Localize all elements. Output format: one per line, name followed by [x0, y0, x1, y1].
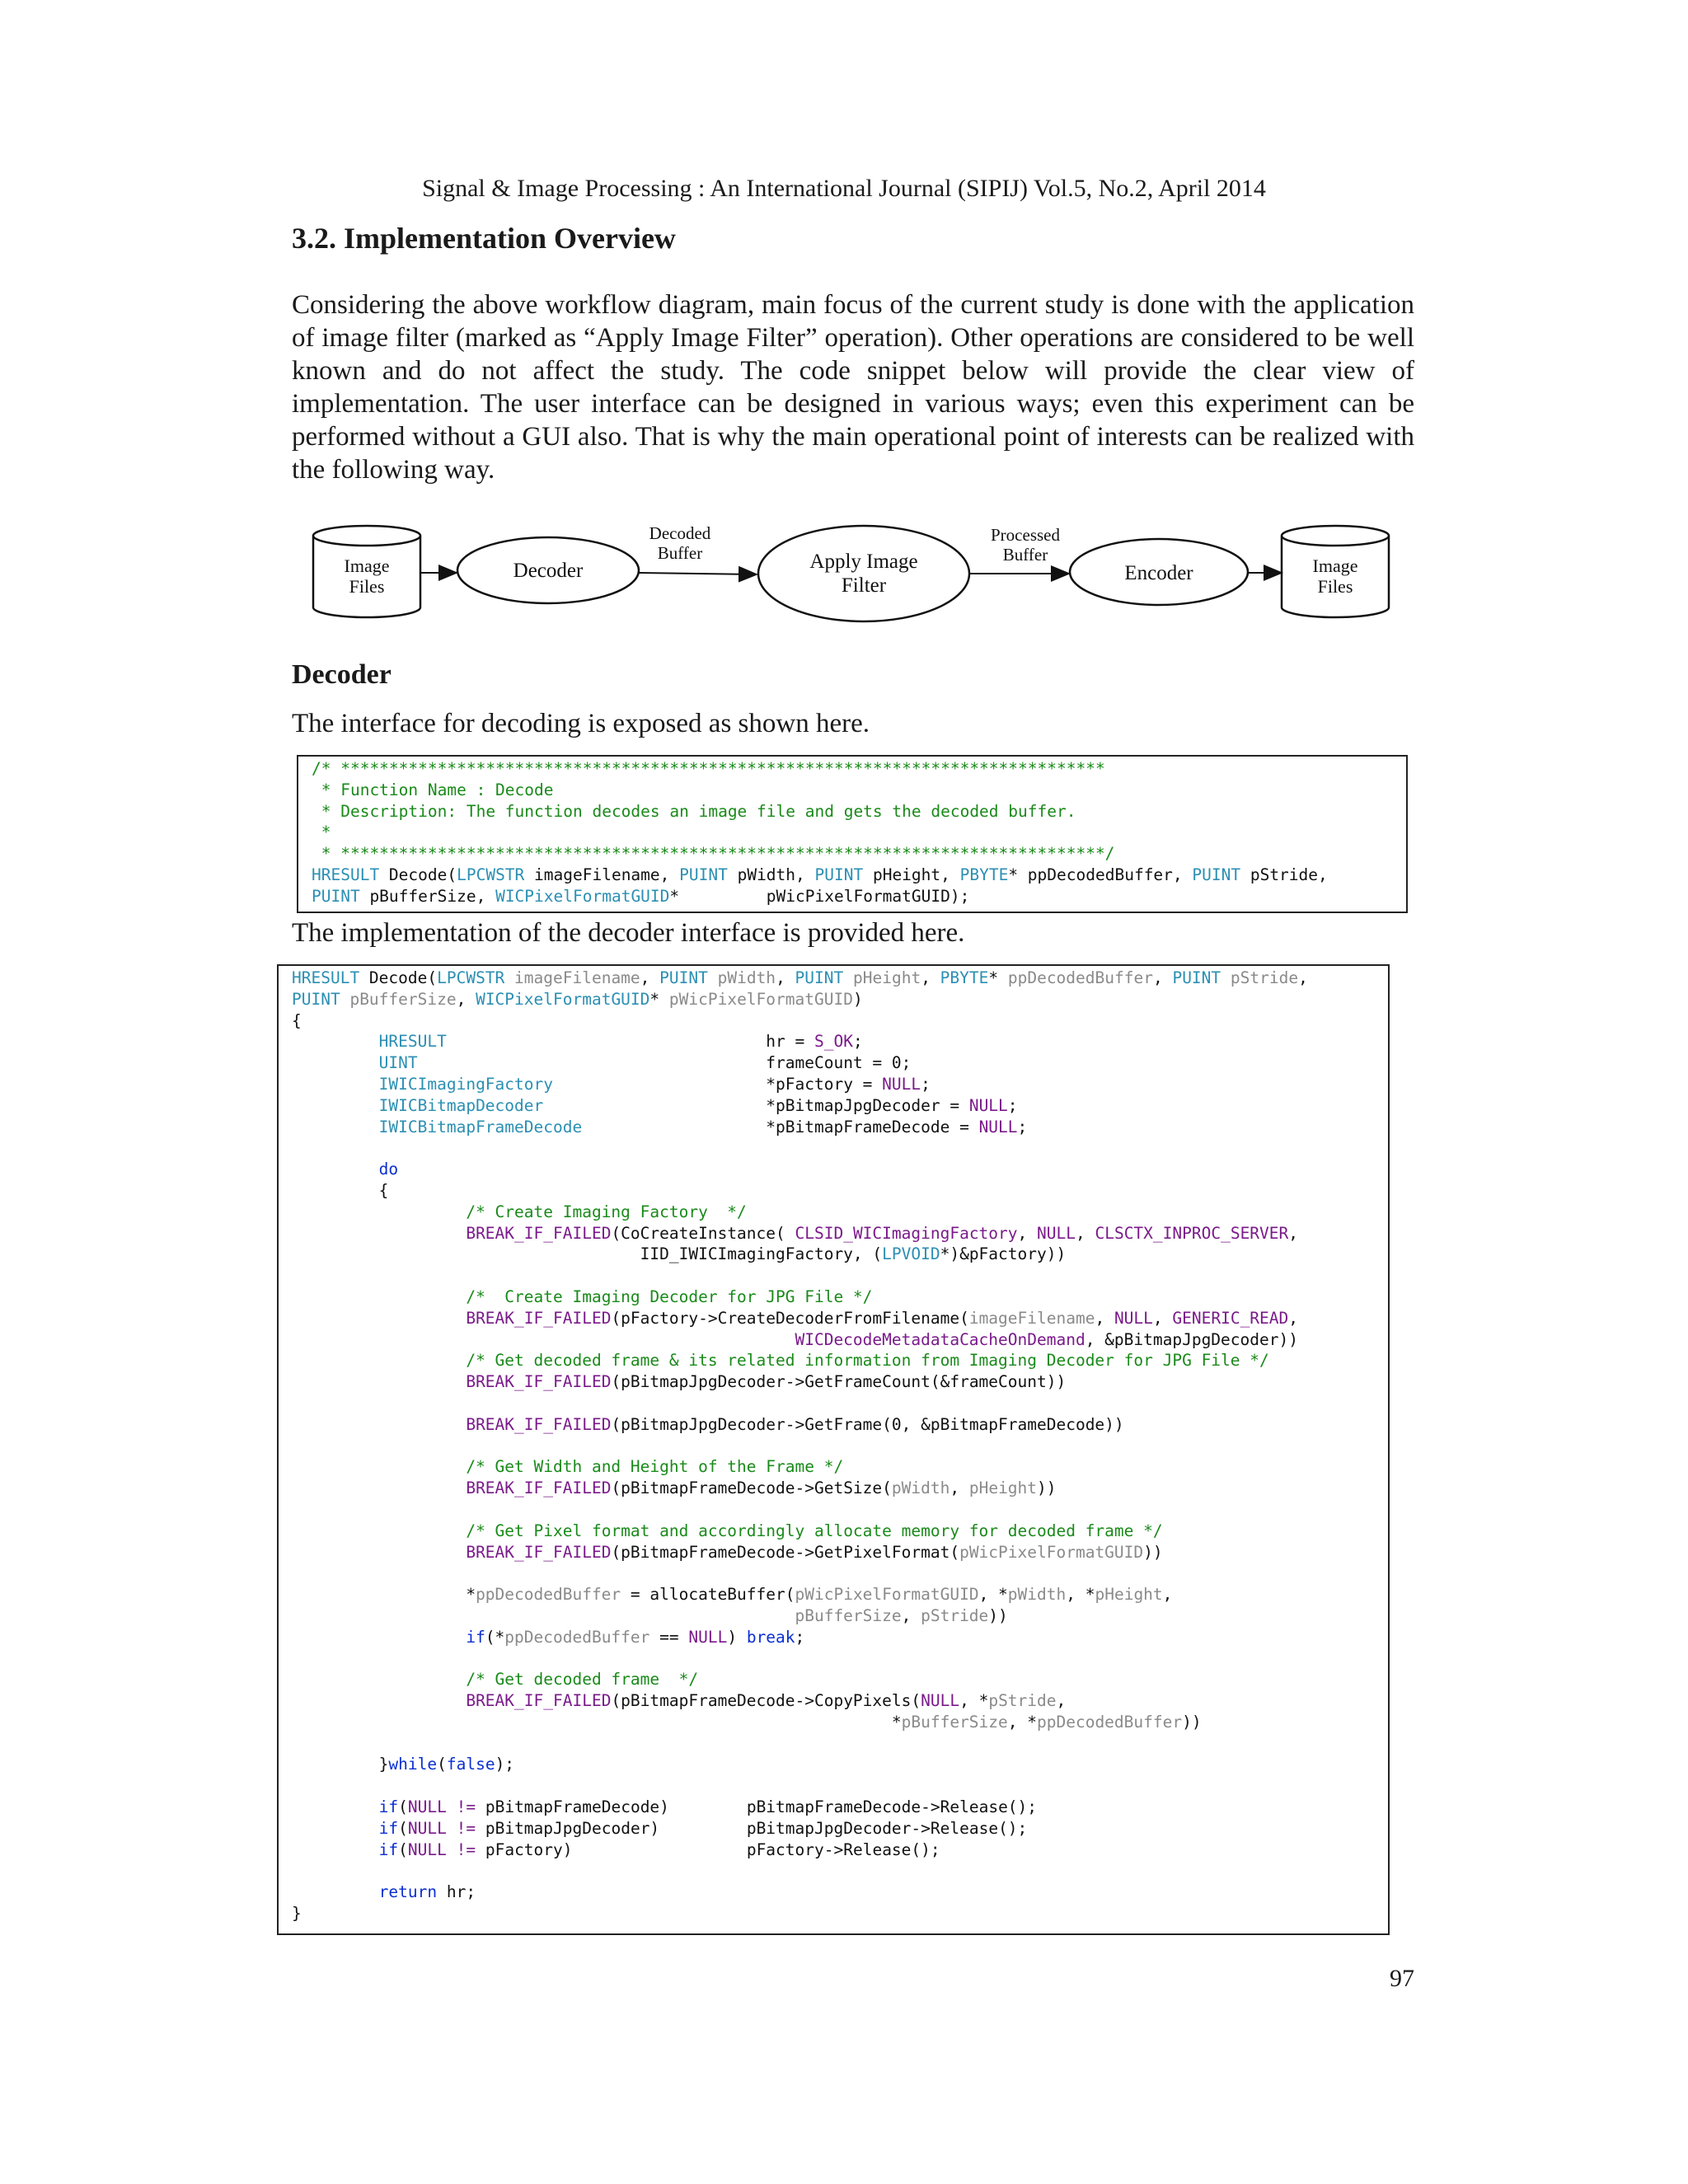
code-token: HRESULT [378, 1032, 447, 1052]
code-line [292, 1542, 1388, 1563]
code-token: ( [398, 1797, 408, 1817]
code-line [292, 989, 1388, 1010]
code-token: IWICBitmapFrameDecode [378, 1117, 583, 1137]
code-token: BREAK_IF_FAILED [466, 1414, 612, 1434]
code-token: pWicPixelFormatGUID [959, 1542, 1144, 1562]
code-token: NULL [407, 1797, 447, 1817]
code-token: imageFilename, [524, 865, 680, 884]
code-token: pFactory) pFactory->Release(); [476, 1840, 940, 1859]
code-token: ( [398, 1818, 408, 1838]
code-line [292, 1371, 1388, 1393]
code-token: NULL [688, 1627, 728, 1647]
code-token [292, 1670, 466, 1689]
code-token: UINT [378, 1053, 418, 1073]
code-token: , &pBitmapJpgDecoder)) [1085, 1329, 1298, 1349]
code-line [292, 1180, 1388, 1202]
code-token: if [378, 1797, 399, 1817]
code-token: , [456, 989, 476, 1009]
code-line [292, 1074, 1388, 1095]
code-token: (pBitmapFrameDecode->GetSize( [611, 1479, 892, 1498]
code-token: *pFactory = [553, 1074, 883, 1094]
output-store-label-line1: Image [1312, 555, 1358, 576]
code-token: PBYTE [959, 865, 1009, 884]
code-token: ppDecodedBuffer [476, 1585, 621, 1605]
code-token: NULL [1114, 1308, 1153, 1328]
code-token: * [292, 1585, 476, 1605]
code-token: pWidth [1007, 1585, 1067, 1605]
code-token: WICDecodeMetadataCacheOnDemand [795, 1329, 1085, 1349]
code-token: * Function Name : Decode [312, 780, 554, 799]
code-token [292, 1691, 466, 1710]
code-token: WICPixelFormatGUID [495, 886, 670, 906]
code-token [292, 1202, 466, 1221]
running-header: Signal & Image Processing : An International Journal (SIPIJ) Vol.5, No.2, April 2014 [422, 175, 1266, 202]
code-line [312, 758, 1406, 780]
code-token: /* Get Pixel format and accordingly allocate memory for decoded frame */ [466, 1521, 1163, 1540]
code-token: , * [1066, 1585, 1095, 1605]
code-token [843, 968, 853, 987]
code-token: LPVOID [882, 1244, 940, 1264]
decoder-node [457, 537, 639, 603]
code-token [292, 1606, 795, 1625]
code-token [292, 1118, 379, 1137]
code-line [292, 1159, 1388, 1180]
decoded-buffer-label-line1: Decoded [649, 523, 711, 543]
code-token: , [1017, 1223, 1038, 1243]
code-line [292, 1052, 1388, 1074]
code-token: /* Get decoded frame */ [466, 1670, 699, 1690]
code-token: pWidth [717, 968, 776, 987]
code-line [292, 1860, 1388, 1882]
code-token: , [901, 1605, 921, 1625]
code-token: ppDecodedBuffer [1037, 1712, 1183, 1732]
code-line [292, 1414, 1388, 1436]
implementation-code-box [277, 964, 1390, 1935]
code-token: /* Get decoded frame & its related information from Imaging Decoder for JPG File */ [466, 1351, 1269, 1371]
code-line [292, 1393, 1388, 1414]
code-token [447, 1819, 457, 1838]
code-token: ) [852, 989, 863, 1009]
code-line [292, 1031, 1388, 1052]
code-token: , [776, 968, 795, 987]
code-token: frameCount = 0; [417, 1053, 912, 1073]
code-token: , [1075, 1223, 1095, 1243]
code-token: *pBitmapJpgDecoder = [543, 1095, 969, 1115]
code-token: break [746, 1627, 795, 1647]
code-token [340, 990, 350, 1009]
code-token: ( [398, 1840, 408, 1859]
code-token: )) [1182, 1712, 1202, 1732]
code-token: BREAK_IF_FAILED [466, 1372, 612, 1392]
decoder-node-label: Decoder [513, 560, 584, 582]
code-token: )) [1143, 1542, 1163, 1562]
code-token: pBufferSize, [359, 886, 496, 906]
code-token: /* Create Imaging Factory */ [466, 1202, 747, 1221]
code-token: * pWicPixelFormatGUID); [669, 886, 970, 906]
code-token: PUINT [292, 989, 340, 1009]
code-token: , [1152, 968, 1173, 987]
code-token: { [292, 1010, 302, 1030]
implementation-intro-text: The implementation of the decoder interface is provided here. [292, 918, 965, 948]
code-token: != [456, 1797, 476, 1817]
code-line [292, 1329, 1388, 1351]
code-token: LPCWSTR [457, 865, 525, 884]
workflow-diagram [305, 521, 1401, 628]
output-store-label-line2: Files [1317, 576, 1353, 597]
code-line [292, 1265, 1388, 1286]
code-token: pHeight [1095, 1585, 1163, 1605]
code-line [292, 1286, 1388, 1308]
code-token: pStride, [1240, 865, 1328, 884]
code-token: if [466, 1627, 485, 1647]
code-line [292, 1775, 1388, 1797]
code-token [292, 1628, 466, 1647]
input-image-files-store [313, 526, 420, 617]
code-token: NULL [978, 1117, 1018, 1137]
code-token: (* [485, 1627, 505, 1647]
code-token [292, 1224, 466, 1243]
code-token: ; [1007, 1095, 1018, 1115]
code-token: ; [795, 1627, 805, 1647]
code-token: (pBitmapFrameDecode->CopyPixels( [611, 1691, 921, 1711]
code-token: , [640, 968, 660, 987]
code-line [292, 1648, 1388, 1670]
code-line [292, 1797, 1388, 1818]
code-token: S_OK [814, 1032, 853, 1052]
code-token [292, 1479, 466, 1497]
code-line [292, 1202, 1388, 1223]
interface-code-block [312, 758, 1406, 907]
code-token: BREAK_IF_FAILED [466, 1542, 612, 1562]
code-token: } [292, 1755, 389, 1774]
code-token: , [1095, 1308, 1114, 1328]
code-token: ppDecodedBuffer [1007, 968, 1153, 987]
code-token: CLSID_WICImagingFactory [795, 1223, 1018, 1243]
code-token [292, 1351, 466, 1370]
code-token [292, 1330, 795, 1349]
code-token: HRESULT [312, 865, 380, 884]
code-token: * [649, 989, 669, 1009]
code-token: BREAK_IF_FAILED [466, 1308, 612, 1328]
code-token [447, 1840, 457, 1859]
code-token [292, 1543, 466, 1562]
code-line [292, 968, 1388, 989]
code-token: IWICImagingFactory [378, 1074, 553, 1094]
page-number: 97 [1390, 1965, 1414, 1992]
code-token: NULL [1037, 1223, 1076, 1243]
section-title: 3.2. Implementation Overview [292, 222, 676, 255]
processed-buffer-label-line1: Processed [991, 525, 1060, 545]
code-line [292, 1244, 1388, 1265]
code-token [292, 1032, 379, 1051]
output-image-files-store [1282, 526, 1389, 617]
code-token: pWicPixelFormatGUID [795, 1585, 979, 1605]
code-token: * *******************************************************************************/ [312, 844, 1115, 864]
code-line [292, 1010, 1388, 1032]
code-token: *pBitmapFrameDecode = [582, 1117, 979, 1137]
code-token: (CoCreateInstance( [611, 1223, 795, 1243]
code-token: pBufferSize [901, 1712, 1008, 1732]
code-token: , [1288, 1308, 1299, 1328]
filter-node-label-line1: Apply Image [809, 551, 918, 573]
code-token: PUINT [659, 968, 708, 987]
code-token: * Description: The function decodes an image file and gets the decoded buffer. [312, 801, 1076, 821]
code-token: (pFactory->CreateDecoderFromFilename( [611, 1308, 969, 1328]
code-token [292, 1819, 379, 1838]
code-token: ; [852, 1032, 863, 1052]
code-token: , [1056, 1691, 1067, 1711]
code-token: do [378, 1160, 399, 1179]
code-line [292, 1117, 1388, 1138]
code-line [292, 1584, 1388, 1605]
code-token: (pBitmapFrameDecode->GetPixelFormat( [611, 1542, 960, 1562]
interface-code-box [297, 755, 1408, 913]
code-token: )) [1037, 1479, 1057, 1498]
code-token: pStride [921, 1605, 989, 1625]
code-token: while [388, 1755, 438, 1774]
code-token [292, 1797, 379, 1816]
code-token [292, 1096, 379, 1115]
code-token: pStride [988, 1691, 1057, 1711]
code-token: != [456, 1818, 476, 1838]
code-line [292, 1712, 1388, 1733]
code-token [1221, 968, 1231, 987]
code-token: ; [1017, 1117, 1028, 1137]
code-token: pWicPixelFormatGUID [668, 989, 853, 1009]
filter-node-label-line2: Filter [841, 574, 887, 597]
apply-image-filter-node [758, 526, 969, 621]
input-store-label-line1: Image [344, 555, 390, 576]
code-token [292, 1287, 466, 1306]
code-token: } [292, 1904, 302, 1924]
code-token: ( [437, 1755, 447, 1774]
code-token [447, 1797, 457, 1816]
code-token: ; [921, 1074, 931, 1094]
code-token: Decode( [379, 865, 457, 884]
code-line [292, 1733, 1388, 1755]
code-token: PUINT [1192, 865, 1241, 884]
code-token: /* ******************************************************************************* [312, 759, 1105, 778]
code-token: ) [727, 1627, 747, 1647]
code-line [292, 1308, 1388, 1329]
code-line [292, 1499, 1388, 1521]
code-token: /* Create Imaging Decoder for JPG File */ [466, 1286, 873, 1306]
code-token [292, 1415, 466, 1434]
code-line [312, 801, 1406, 823]
code-token [292, 1457, 466, 1476]
code-token: , * [959, 1691, 989, 1711]
code-token: PUINT [795, 968, 844, 987]
code-token: pStride [1230, 968, 1299, 987]
encoder-node-label: Encoder [1124, 562, 1193, 584]
code-line [312, 886, 1406, 907]
code-token: imageFilename [968, 1308, 1095, 1328]
code-line [292, 1563, 1388, 1584]
code-token: PUINT [814, 865, 864, 884]
code-token: IID_IWICImagingFactory, ( [292, 1244, 883, 1264]
code-line [292, 1478, 1388, 1499]
code-token: WICPixelFormatGUID [476, 989, 650, 1009]
code-token: return [378, 1882, 438, 1902]
code-token: PUINT [679, 865, 728, 884]
code-token [292, 1160, 379, 1179]
code-token [504, 968, 514, 987]
code-token: BREAK_IF_FAILED [466, 1691, 612, 1711]
code-token: , * [1007, 1712, 1037, 1732]
code-token: NULL [407, 1818, 447, 1838]
code-token: , [921, 968, 940, 987]
code-token: , * [978, 1585, 1008, 1605]
code-token: )) [988, 1605, 1008, 1625]
implementation-code-block [292, 968, 1388, 1924]
code-token: NULL [921, 1691, 960, 1711]
code-token: { [292, 1180, 389, 1200]
code-token: PBYTE [940, 968, 989, 987]
code-line [292, 1095, 1388, 1117]
code-line [292, 1690, 1388, 1712]
decoder-intro-text: The interface for decoding is exposed as shown here. [292, 709, 870, 738]
code-token: Decode( [359, 968, 438, 987]
code-line [292, 1669, 1388, 1690]
code-token: CLSCTX_INPROC_SERVER [1095, 1223, 1289, 1243]
code-line [292, 1456, 1388, 1478]
code-token: , [950, 1479, 969, 1498]
code-line [292, 1903, 1388, 1924]
code-token: GENERIC_READ [1172, 1308, 1289, 1328]
code-token: * [292, 1712, 902, 1732]
code-token [708, 968, 718, 987]
code-token: * [988, 968, 1008, 987]
input-store-label-line2: Files [349, 576, 385, 597]
code-token: pHeight [853, 968, 921, 987]
code-token: , [1298, 968, 1308, 987]
code-line [292, 1818, 1388, 1840]
code-token: NULL [882, 1074, 921, 1094]
code-token [292, 1309, 466, 1328]
code-token [292, 1075, 379, 1094]
code-token: PUINT [1172, 968, 1221, 987]
code-line [312, 843, 1406, 865]
code-token: imageFilename [514, 968, 640, 987]
code-token: hr = [446, 1032, 814, 1052]
code-token: if [378, 1840, 399, 1859]
code-token: BREAK_IF_FAILED [466, 1479, 612, 1498]
code-line [312, 865, 1406, 886]
code-line [292, 1223, 1388, 1244]
code-token: *)&pFactory)) [940, 1244, 1067, 1264]
code-token: pWidth, [727, 865, 815, 884]
code-line [292, 1882, 1388, 1903]
code-token: HRESULT [292, 968, 360, 987]
code-line [292, 1436, 1388, 1457]
code-line [292, 1840, 1388, 1861]
code-token [292, 1521, 466, 1540]
code-line [292, 1521, 1388, 1542]
code-token: = allocateBuffer( [621, 1585, 795, 1605]
code-token: pBitmapFrameDecode) pBitmapFrameDecode->Release(); [476, 1797, 1038, 1817]
code-token: false [446, 1755, 495, 1774]
code-line [292, 1350, 1388, 1371]
code-token: , [1162, 1585, 1173, 1605]
code-token: * [312, 823, 331, 842]
code-token: pBufferSize [349, 989, 457, 1009]
encoder-node [1070, 539, 1248, 605]
decoder-heading: Decoder [292, 659, 392, 690]
code-line [292, 1137, 1388, 1159]
code-token: * ppDecodedBuffer, [1008, 865, 1193, 884]
code-line [312, 780, 1406, 801]
code-token: == [649, 1627, 689, 1647]
code-token: NULL [407, 1840, 447, 1859]
code-token: BREAK_IF_FAILED [466, 1223, 612, 1243]
code-token: pHeight [968, 1479, 1038, 1498]
code-token: , [1288, 1223, 1299, 1243]
code-token: pBitmapJpgDecoder) pBitmapJpgDecoder->Release(); [476, 1818, 1028, 1838]
code-token: pBufferSize [795, 1605, 902, 1625]
code-token: LPCWSTR [437, 968, 505, 987]
decoded-buffer-label-line2: Buffer [657, 543, 703, 563]
code-token: PUINT [312, 886, 360, 906]
code-token: != [456, 1840, 476, 1859]
code-token: /* Get Width and Height of the Frame */ [466, 1457, 844, 1477]
code-token: ); [495, 1755, 515, 1774]
code-token: (pBitmapJpgDecoder->GetFrame(0, &pBitmapFrameDecode)) [611, 1414, 1124, 1434]
code-token: pHeight, [863, 865, 960, 884]
code-line [292, 1754, 1388, 1775]
code-line [312, 822, 1406, 843]
code-line [292, 1627, 1388, 1648]
intro-paragraph: Considering the above workflow diagram, main focus of the current study is done with the application of image filter (marked as “Apply Image Filter” operation). Other operations are considered to be well known and do not affect the study. The code snippet below will provide the clear view of implementation. The user interface can be designed in various ways; even this experiment can be performed without a GUI also. That is why the main operational point of interests can be realized with the following way. [292, 290, 1414, 485]
code-token: ppDecodedBuffer [504, 1627, 650, 1647]
code-token [292, 1882, 379, 1901]
code-token [292, 1372, 466, 1391]
code-token: pWidth [891, 1479, 950, 1498]
code-token: NULL [968, 1095, 1008, 1115]
code-token: , [1152, 1308, 1173, 1328]
code-token [292, 1053, 379, 1072]
code-token [292, 1840, 379, 1859]
processed-buffer-label-line2: Buffer [1002, 545, 1048, 565]
arrow-decoder-to-filter [639, 573, 757, 574]
code-token: hr; [437, 1882, 476, 1902]
code-token: if [378, 1818, 399, 1838]
code-token: IWICBitmapDecoder [378, 1095, 544, 1115]
code-line [292, 1605, 1388, 1627]
code-token: (pBitmapJpgDecoder->GetFrameCount(&frameCount)) [611, 1372, 1067, 1392]
